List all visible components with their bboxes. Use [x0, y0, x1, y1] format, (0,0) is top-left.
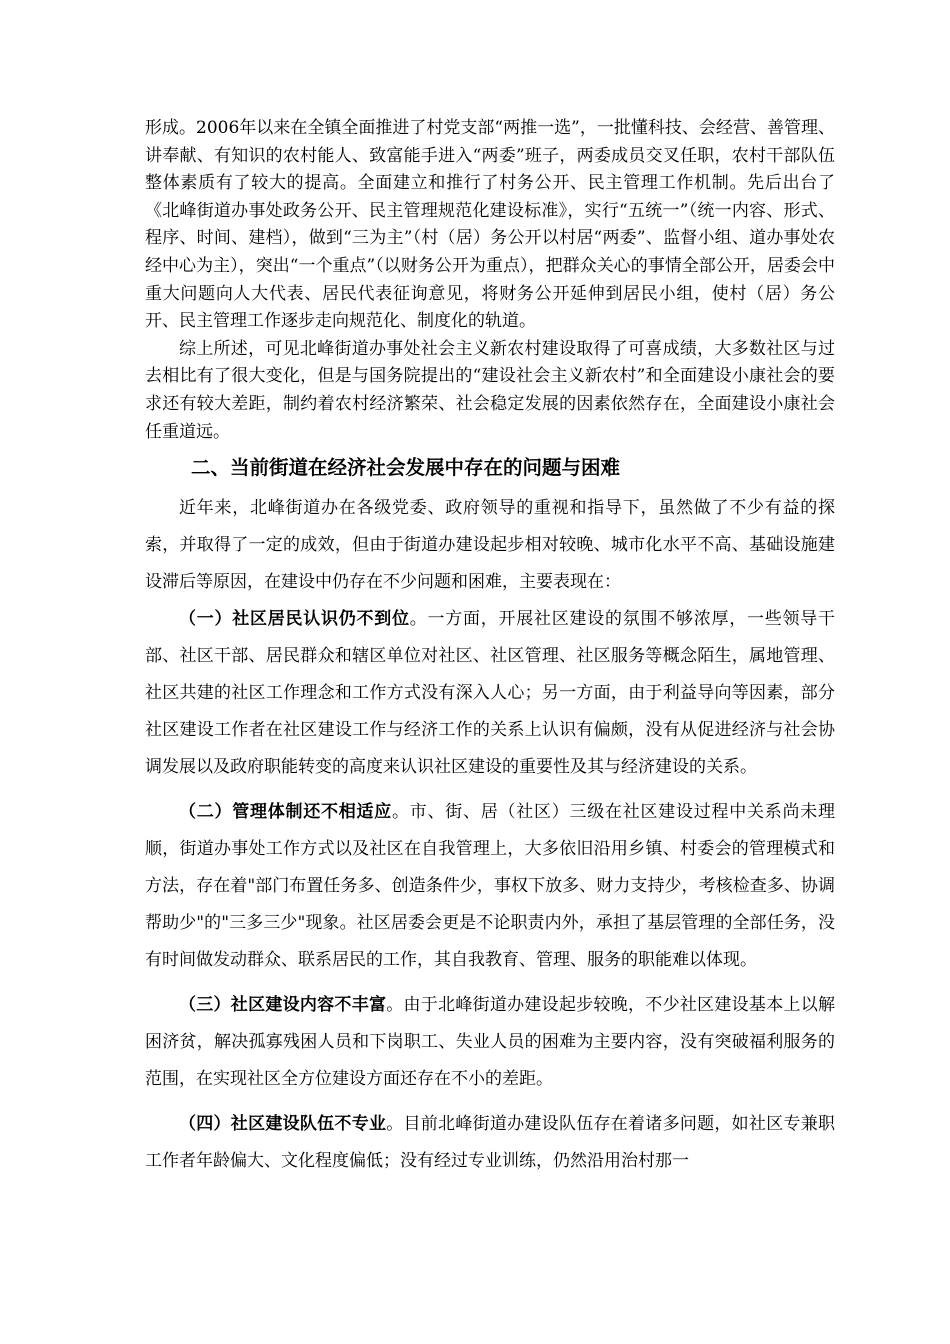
item-text-4: 。目前北峰街道办建设队伍存在着诸多问题，如社区专兼职工作者年龄偏大、文化程度偏低；没有经过专业训练，仍然沿用治村那一 — [145, 1114, 836, 1172]
paragraph-village-governance: 形成。2006年以来在全镇全面推进了村党支部“两推一选”，一批懂科技、会经营、善管理、讲奉献、有知识的农村能人、致富能手进入“两委”班子，两委成员交叉任职，农村干部队伍整体素质有了较大的提高。全面建立和推行了村务公开、民主管理工作机制。先后出台了《北峰街道办事处政务公开、民主管理规范化建设标准》，实行“五统一”（统一内容、形式、程序、时间、建档），做到“三为主”（村（居）务公开以村居“两委”、监督小组、道办事处农经中心为主），突出“一个重点”（以财务公开为重点），把群众关心的事情全部公开，居委会中重大问题向人大代表、居民代表征询意见，将财务公开延伸到居民小组，使村（居）务公开、民主管理工作逐步走向规范化、制度化的轨道。 — [145, 118, 835, 332]
item-lead-3: （三）社区建设内容不丰富 — [179, 995, 387, 1016]
item-text-1: 。一方面，开展社区建设的氛围不够浓厚，一些领导干部、社区干部、居民群众和辖区单位对社区、社区管理、社区服务等概念陌生，属地管理、社区共建的社区工作理念和工作方式没有深入人心；另一方面，由于利益导向等因素，部分社区建设工作者在社区建设工作与经济工作的关系上认识有偏颇，没有从促进经济与社会协调发展以及政府职能转变的高度来认识社区建设的重要性及其与经济建设的关系。 — [145, 609, 835, 778]
item-lead-1: （一）社区居民认识仍不到位 — [179, 609, 410, 630]
item-text-2: 。市、街、居（社区）三级在社区建设过程中关系尚未理顺，街道办事处工作方式以及社区在自我管理上，大多依旧沿用乡镇、村委会的管理模式和方法，存在着"部门布置任务多、创造条件少，事权下放多、财力支持少，考核检查多、协调帮助少"的"三多三少"现象。社区居委会更是不论职责内外，承担了基层管理的全部任务，没有时间做发动群众、联系居民的工作，其自我教育、管理、服务的职能难以体现。 — [145, 802, 835, 971]
paragraph-item-2 — [145, 794, 835, 979]
item-lead-2: （二）管理体制还不相适应 — [179, 802, 392, 823]
paragraph-item-1 — [145, 601, 835, 786]
paragraph-summary: 综上所述，可见北峰街道办事处社会主义新农村建设取得了可喜成绩，大多数社区与过去相比有了很大变化，但是与国务院提出的“建设社会主义新农村”和全面建设小康社会的要求还有较大差距，制约着农村经济繁荣、社会稳定发展的因素依然存在，全面建设小康社会任重道远。 — [145, 338, 835, 442]
section-heading: 二、当前街道在经济社会发展中存在的问题与困难 — [191, 456, 621, 480]
document-page — [145, 115, 835, 1180]
item-lead-4: （四）社区建设队伍不专业 — [179, 1114, 387, 1135]
paragraph-section-intro: 近年来，北峰街道办在各级党委、政府领导的重视和指导下，虽然做了不少有益的探索，并取得了一定的成效，但由于街道办建设起步相对较晚、城市化水平不高、基础设施建设滞后等原因，在建设中仍存在不少问题和困难，主要表现在： — [145, 498, 835, 593]
paragraph-item-3 — [145, 987, 835, 1098]
item-text-3: 。由于北峰街道办建设起步较晚，不少社区建设基本上以解困济贫，解决孤寡残困人员和下岗职工、失业人员的困难为主要内容，没有突破福利服务的范围，在实现社区全方位建设方面还存在不小的差距。 — [145, 995, 836, 1090]
paragraph-item-4 — [145, 1106, 835, 1180]
